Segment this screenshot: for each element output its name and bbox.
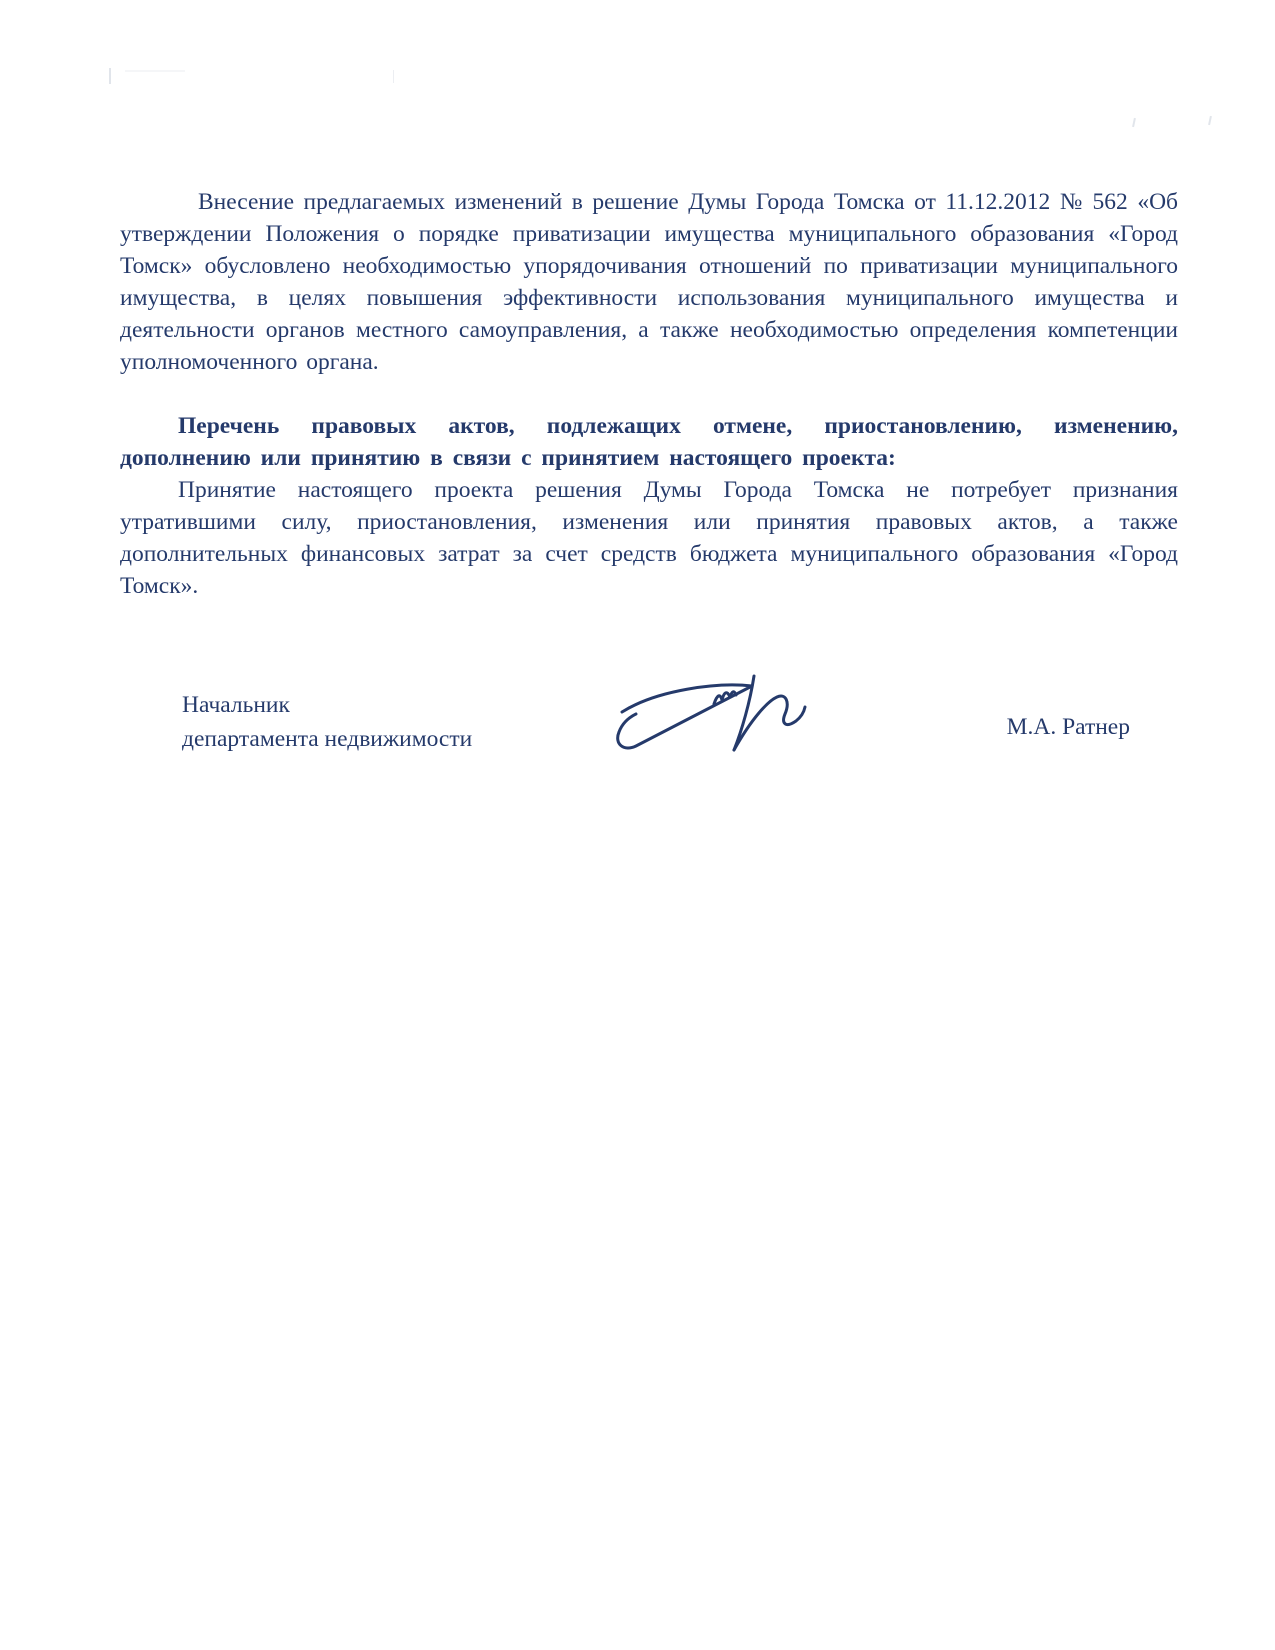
scan-artifact bbox=[125, 70, 185, 72]
signature-block bbox=[120, 688, 1178, 774]
signatory-name: М.А. Ратнер bbox=[1006, 714, 1130, 740]
signatory-position-line1: Начальник bbox=[182, 692, 290, 718]
scan-artifact bbox=[1132, 118, 1136, 127]
signatory-position-line2: департамента недвижимости bbox=[182, 726, 473, 752]
scan-artifact bbox=[109, 68, 111, 84]
signatory-position bbox=[182, 688, 522, 756]
handwritten-signature bbox=[602, 674, 832, 774]
document-body bbox=[120, 186, 1178, 774]
signature-strokes bbox=[602, 674, 832, 769]
scan-artifact bbox=[393, 70, 394, 83]
scan-artifact bbox=[1208, 116, 1212, 125]
paragraph-no-acts-required: Принятие настоящего проекта решения Думы Города Томска не потребует признания утратившими силу, приостановления, изменения или принятия правовых актов, а также дополнительных финансовых затрат за счет средств бюджета муниципального образования «Город Томск». bbox=[120, 477, 1178, 599]
section-heading-list-of-legal-acts: Перечень правовых актов, подлежащих отмене, приостановлению, изменению, дополнению или принятию в связи с принятием настоящего проекта: bbox=[120, 413, 1178, 471]
paragraph-amendments-rationale: Внесение предлагаемых изменений в решение Думы Города Томска от 11.12.2012 № 562 «Об утверждении Положения о порядке приватизации имущества муниципального образования «Город Томск» обусловлено необходимостью упорядочивания отношений по приватизации муниципального имущества, в целях повышения эффективности использования муниципального имущества и деятельности органов местного самоуправления, а также необходимостью определения компетенции уполномоченного органа. bbox=[120, 189, 1178, 375]
